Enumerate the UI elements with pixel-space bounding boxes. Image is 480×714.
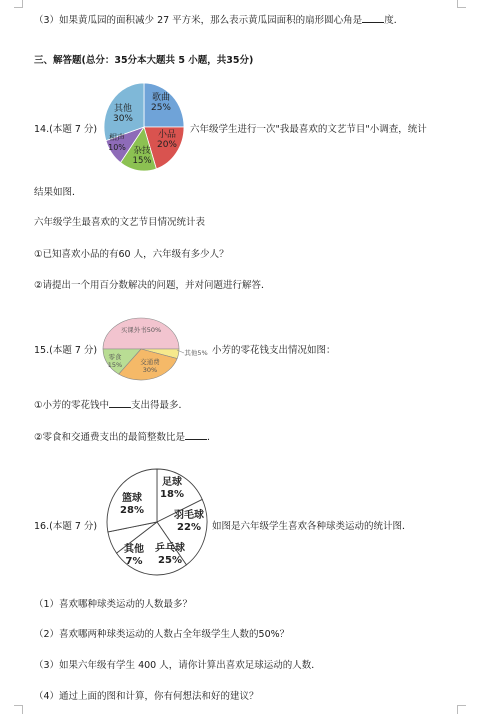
pie-label-2: 羽毛球 <box>174 510 204 521</box>
q14-pie-chart <box>101 81 187 173</box>
q16-pie-chart <box>103 466 211 578</box>
q15-sub2-pre: ②零食和交通费支出的最简整数比是 <box>34 432 186 443</box>
pie-label-5-value: 28% <box>120 505 144 516</box>
q14-sub1: ①已知喜欢小品的有60 人，六年级有多少人？ <box>34 249 229 260</box>
q16-text: 如图是六年级学生喜欢各种球类运动的统计图． <box>212 521 412 532</box>
pie-label-5-value: 30% <box>112 114 134 124</box>
corner-mark-top-left <box>14 0 23 8</box>
pie-label-2-value: 20% <box>156 140 178 150</box>
q14-sub2: ②请提出一个用百分数解决的问题，并对问题进行解答． <box>34 280 271 291</box>
q14-text: 六年级学生进行一次"我最喜欢的文艺节目"小调查，统计 <box>190 124 427 135</box>
pie-label-3: 杂技 <box>133 146 151 156</box>
q13-part3 <box>34 12 403 26</box>
pie-label-4-value: 7% <box>125 556 143 567</box>
q16-sub2: （2）喜欢哪两种球类运动的人数占全年级学生人数的50%？ <box>34 629 290 640</box>
q16-sub1: （1）喜欢哪种球类运动的人数最多？ <box>34 599 193 610</box>
pie-label-3-value: 25% <box>158 555 182 566</box>
q15-sub1 <box>34 397 188 411</box>
pie-label-4: 零食 15% <box>107 353 123 369</box>
q16-label: 16.(本题 7 分) <box>34 521 98 532</box>
q15-sub1-pre: ①小芳的零花钱中 <box>34 400 110 411</box>
q15-sub1-post: 支出得最多． <box>131 400 189 411</box>
corner-mark-top-right <box>457 0 466 8</box>
section3-heading: 三、解答题(总分：35分本大题共 5 小题，共35分) <box>34 55 254 66</box>
q15-label: 15.(本题 7 分) <box>34 345 98 356</box>
pie-label-2: 小品 <box>157 130 177 140</box>
pie-label-4: 其他 <box>124 544 144 555</box>
pie-label-1-value: 25% <box>150 103 172 113</box>
q15-pie-chart <box>101 313 213 385</box>
pie-label-3: 乒乓球 <box>155 543 185 554</box>
pie-label-1: 买课外书50% <box>120 326 162 334</box>
pie-label-5: 篮球 <box>122 493 142 504</box>
q14-label: 14.(本题 7 分) <box>34 124 98 135</box>
pie-label-1: 歌曲 <box>151 93 171 103</box>
q14-text-cont: 结果如图． <box>34 187 82 198</box>
pie-label-3: 交通费 30% <box>140 358 160 374</box>
q13-part3-blank <box>362 13 384 23</box>
pie-label-1-value: 18% <box>160 489 184 500</box>
q15-sub1-blank <box>109 398 131 408</box>
pie-label-2-value: 22% <box>177 522 201 533</box>
pie-label-1: 足球 <box>162 477 182 488</box>
q15-sub2-post: ． <box>207 432 217 443</box>
q15-sub2-blank <box>185 430 207 440</box>
q13-part3-text: （3）如果黄瓜园的面积减少 27 平方米，那么表示黄瓜园面积的扇形圆心角是 <box>34 15 363 26</box>
q16-sub3: （3）如果六年级有学生 400 人，请你计算出喜欢足球运动的人数． <box>34 660 321 671</box>
pie-label-4: 相声 <box>109 133 125 142</box>
pie-label-3-value: 15% <box>132 156 152 166</box>
q15-sub2 <box>34 429 217 443</box>
pie-label-2: 其他5% <box>184 349 208 357</box>
q16-sub4: （4）通过上面的图和计算，你有何想法和好的建议？ <box>34 691 259 702</box>
pie-label-5: 其他 <box>113 104 133 114</box>
pie-label-4-value: 10% <box>108 143 126 152</box>
q14-table-title: 六年级学生最喜欢的文艺节目情况统计表 <box>34 217 206 228</box>
q15-text: 小芳的零花钱支出情况如图： <box>212 345 336 356</box>
q13-part3-suffix: 度． <box>384 15 404 26</box>
